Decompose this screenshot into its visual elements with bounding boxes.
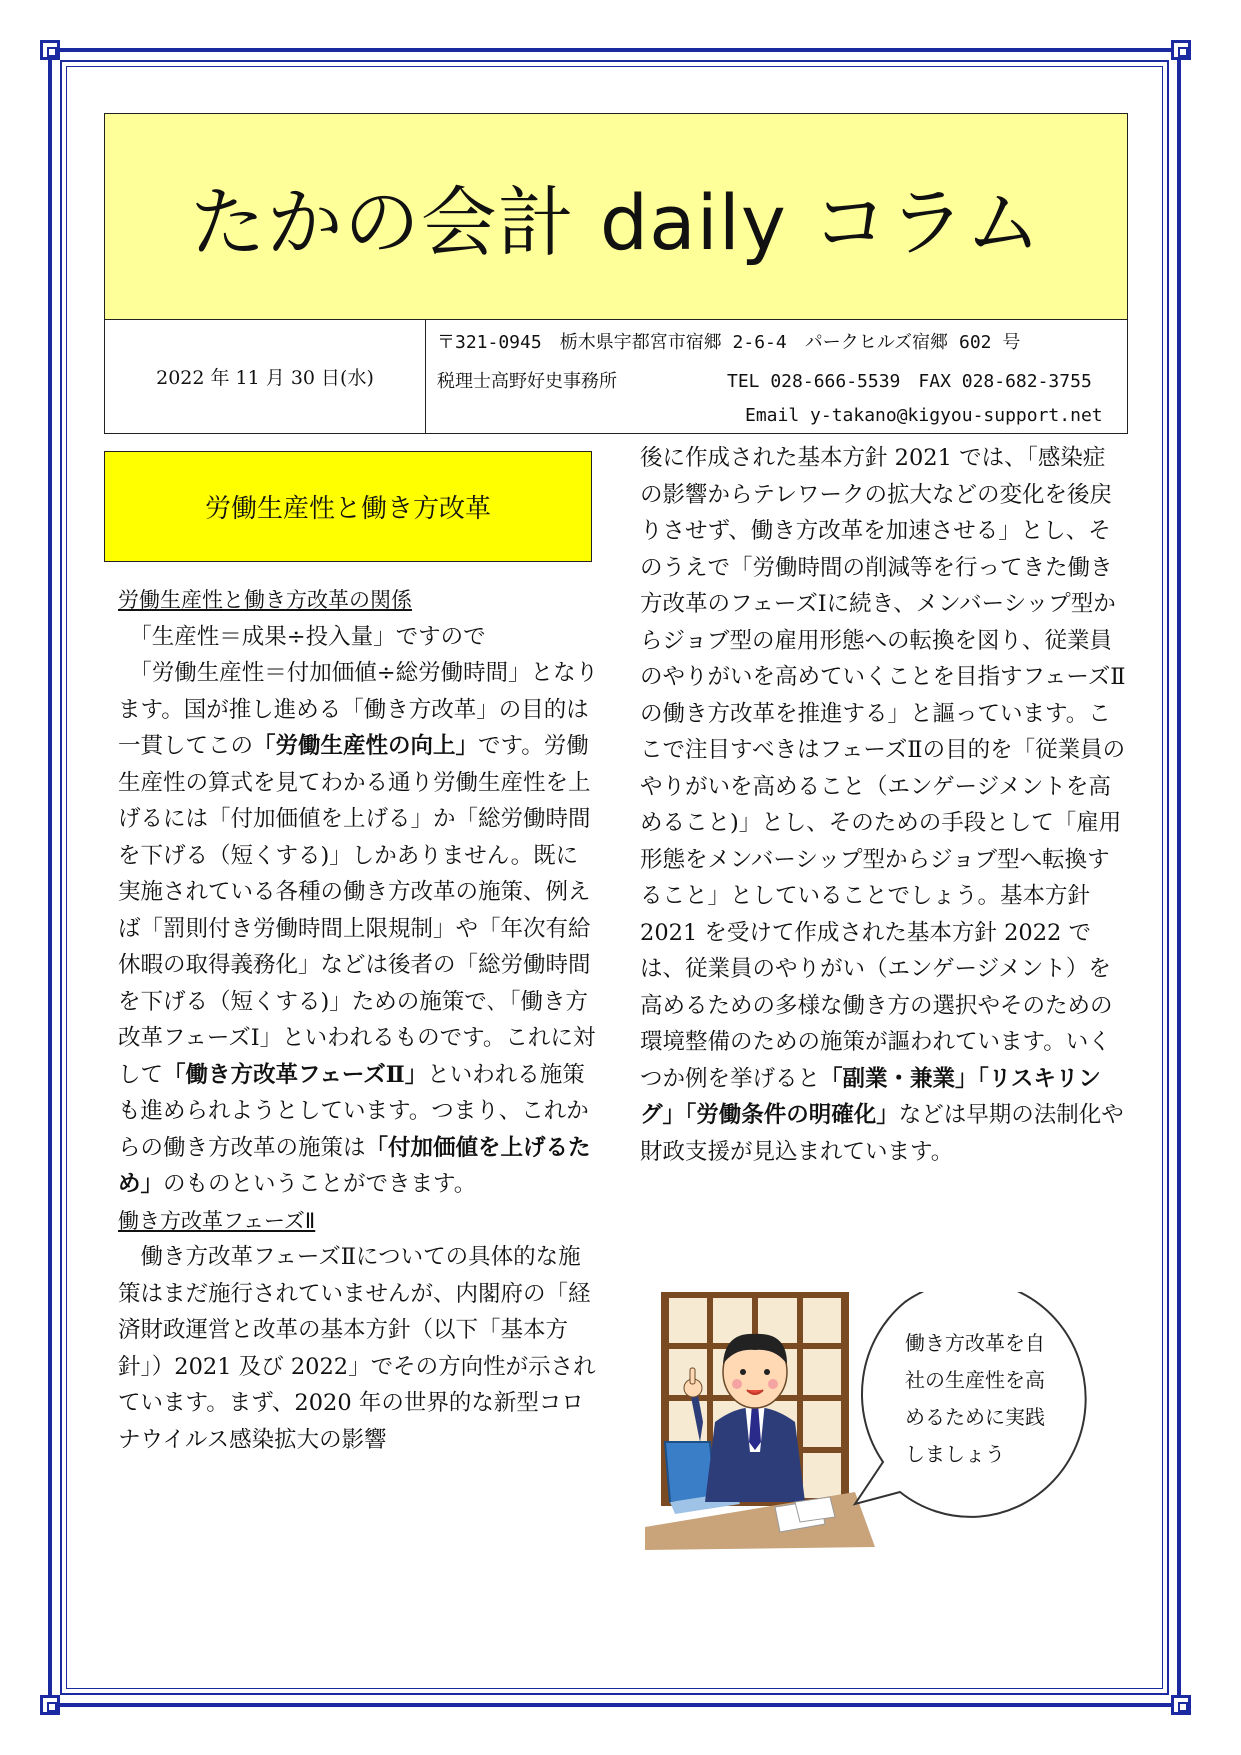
- page-title: たかの会計 daily コラム: [189, 178, 1043, 267]
- speech-line: めるために実践: [905, 1405, 1045, 1429]
- paragraph: 「生産性＝成果÷投入量」ですので 「労働生産性＝付加価値÷総労働時間」となります。国が推し進める「働き方改革」の目的は一貫してこの「労働生産性の向上」です。労働生産性の算式を見てわかる通り労働生産性を上げるには「付加価値を上げる」か「総労働時間を下げる（短くする)」しかありません。既に実施されている各種の働き方改革の施策、例えば「罰則付き労働時間上限規制」や「年次有給休暇の取得義務化」などは後者の「総労働時間を下げる（短くする)」ための施策で､「働き方改革フェーズⅠ」といわれるものです。これに対して「働き方改革フェーズⅡ」といわれる施策も進められようとしています。つまり、これからの働き方改革の施策は「付加価値を上げるため」のものということができます。: [118, 623, 599, 1197]
- section-heading: 働き方改革フェーズⅡ: [118, 1208, 316, 1233]
- office-email: Email y-takano@kigyou-support.net: [745, 405, 1103, 426]
- paragraph: 後に作成された基本方針 2021 では、「感染症の影響からテレワークの拡大などの変化を後戻りさせず、働き方改革を加速させる」とし、そのうえで「労働時間の削減等を行ってきた働き方改革のフェーズⅠに続き、メンバーシップ型からジョブ型の雇用形態への転換を図り、従業員のやりがいを高めていくことを目指すフェーズⅡの働き方改革を推進する」と謳っています。ここで注目すべきはフェーズⅡの目的を「従業員のやりがいを高めること（エンゲージメントを高めること)」とし、そのための手段として「雇用形態をメンバーシップ型からジョブ型へ転換すること」としていることでしょう。基本方針 2021 を受けて作成された基本方針 2022 では、従業員のやりがい（エンゲージメント）を高めるための多様な働き方の選択やそのための環境整備のための施策が謳われています。いくつか例を挙げると「副業・兼業」「リスキリング」「労働条件の明確化」などは早期の法制化や財政支援が見込まれています。: [640, 445, 1126, 1165]
- paragraph: 働き方改革フェーズⅡについての具体的な施策はまだ施行されていませんが、内閣府の「経済財政運営と改革の基本方針（以下「基本方針」）2021 及び 2022」でその方向性が示されています。まず、2020 年の世界的な新型コロナウイルス感染拡大の影響: [118, 1244, 596, 1453]
- speech-line: しましょう: [905, 1442, 1005, 1466]
- headline-box: [104, 451, 592, 562]
- info-box: [104, 320, 1128, 434]
- left-column: [118, 582, 600, 1458]
- office-address: 〒321-0945 栃木県宇都宮市宿郷 2-6-4 パークヒルズ宿郷 602 号: [437, 332, 1021, 353]
- speech-bubble-text: [905, 1325, 1095, 1473]
- speech-line: 働き方改革を自: [905, 1331, 1045, 1355]
- speech-line: 社の生産性を高: [905, 1368, 1045, 1392]
- section-heading: 労働生産性と働き方改革の関係: [118, 588, 412, 612]
- corner-ornament: [40, 40, 60, 60]
- article-headline: 労働生産性と働き方改革: [204, 494, 491, 524]
- corner-ornament: [1171, 1695, 1191, 1715]
- office-name: 税理士高野好史事務所: [437, 371, 617, 392]
- office-tel-fax: TEL 028-666-5539 FAX 028-682-3755: [727, 371, 1092, 392]
- title-banner: [104, 113, 1128, 320]
- issue-date: 2022 年 11 月 30 日(水): [105, 320, 426, 433]
- right-column: [640, 440, 1126, 1170]
- corner-ornament: [1171, 40, 1191, 60]
- corner-ornament: [40, 1695, 60, 1715]
